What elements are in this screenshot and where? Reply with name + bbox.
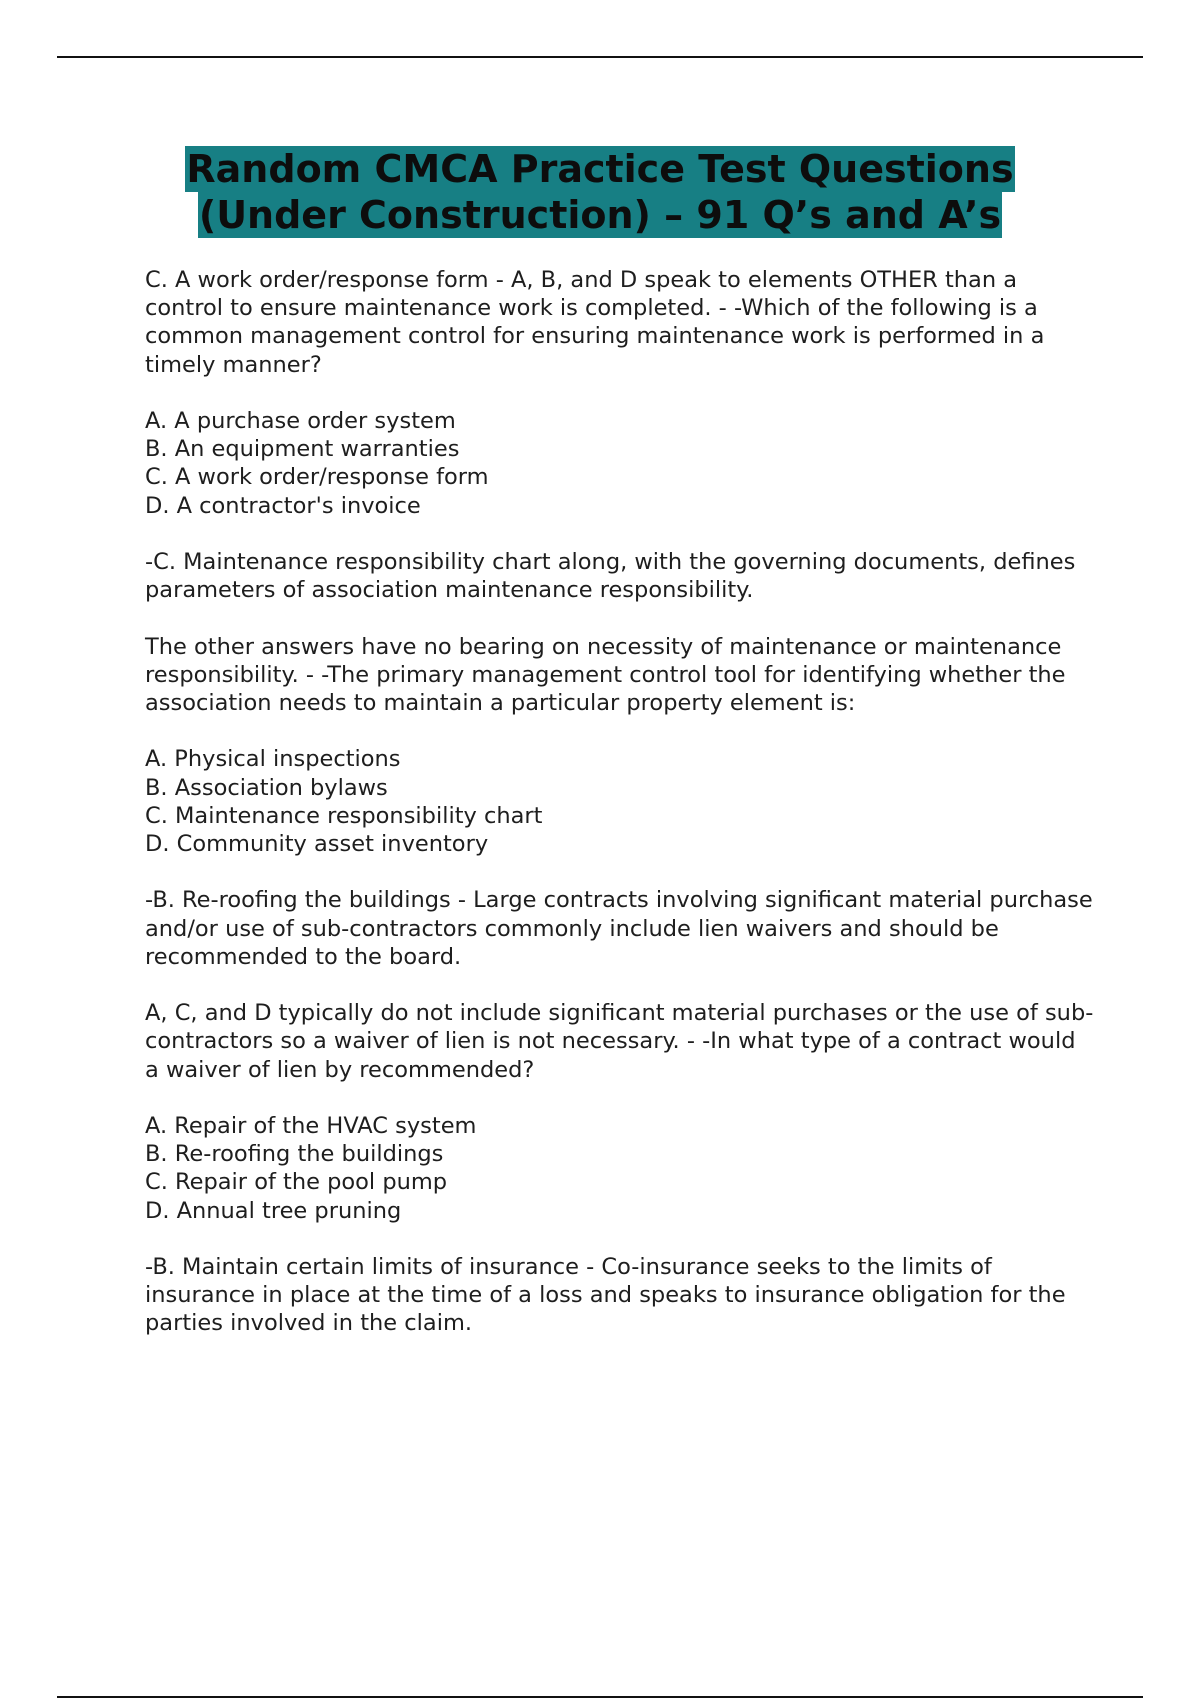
answer-explanation: -B. Maintain certain limits of insurance - Co-insurance seeks to the limits of insurance in place at the time of a loss and speaks to insurance obligation for the parties involved in the claim. — [145, 1253, 1066, 1337]
answer-option: B. An equipment warranties — [145, 436, 460, 463]
header-rule — [57, 56, 1143, 58]
answer-option: C. Maintenance responsibility chart — [145, 802, 543, 829]
answer-option: D. Annual tree pruning — [145, 1197, 402, 1224]
document-title — [0, 146, 1200, 238]
answer-explanation: -C. Maintenance responsibility chart along, with the governing documents, defines parameters of association maintenance responsibility. — [145, 549, 1076, 604]
answer-option: C. Repair of the pool pump — [145, 1169, 448, 1196]
answer-option: A. Repair of the HVAC system — [145, 1112, 477, 1139]
answer-options — [145, 1112, 1095, 1225]
answer-option: B. Association bylaws — [145, 774, 388, 801]
answer-option: D. A contractor's invoice — [145, 492, 421, 519]
answer-options — [145, 407, 1095, 520]
answer-explanation: -B. Re-roofing the buildings - Large contracts involving significant material purchase and/or use of sub-contractors commonly include lien waivers and should be recommended to the board. — [145, 887, 1093, 970]
title-line-1: Random CMCA Practice Test Questions — [186, 147, 1014, 191]
question-paragraph: A, C, and D typically do not include significant material purchases or the use of sub-contractors so a waiver of lien is not necessary. - -In what type of a contract would a waiver of lien by recommended? — [145, 1000, 1094, 1083]
answer-option: A. A purchase order system — [145, 408, 456, 434]
footer-rule — [57, 1696, 1143, 1698]
answer-option: B. Re-roofing the buildings — [145, 1141, 444, 1168]
answer-option: A. Physical inspections — [145, 746, 401, 773]
document-body — [145, 266, 1095, 1366]
answer-option: D. Community asset inventory — [145, 831, 489, 857]
answer-options — [145, 745, 1095, 858]
question-paragraph: The other answers have no bearing on necessity of maintenance or maintenance responsibility. - -The primary management control tool for identifying whether the association needs to maintain a particular property element is: — [145, 633, 1066, 716]
question-paragraph: C. A work order/response form - A, B, and D speak to elements OTHER than a control to ensure maintenance work is completed. - -Which of the following is a common management control for ensuring maintenance work is performed in a timely manner? — [145, 267, 1045, 378]
answer-option: C. A work order/response form — [145, 464, 489, 491]
title-line-2: (Under Construction) – 91 Q’s and A’s — [198, 193, 1002, 237]
